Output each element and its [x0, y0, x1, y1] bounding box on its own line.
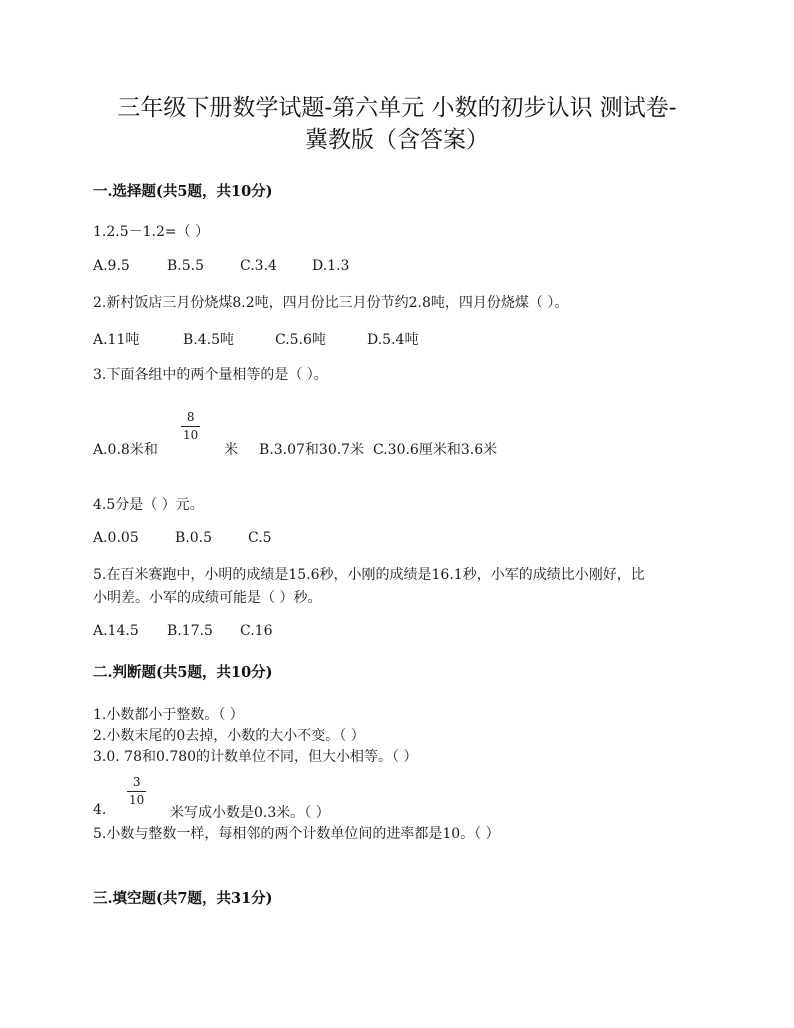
title-line-2: 冀教版（含答案） [305, 127, 489, 153]
q2-option-d: D.5.4吨 [367, 332, 419, 348]
judge-item-2: 2.小数末尾的0去掉，小数的大小不变。（ ） [93, 728, 365, 744]
section-2-heading: 二.判断题(共5题，共10分) [93, 664, 273, 681]
q2-option-b: B.4.5吨 [183, 332, 235, 348]
judge-item-4-text: 米写成小数是0.3米。（ ） [170, 805, 330, 821]
q3-fraction-numerator: 8 [186, 410, 195, 424]
title-line-1: 三年级下册数学试题-第六单元 小数的初步认识 测试卷- [117, 95, 677, 121]
q4-stem: 4.5分是（ ）元。 [93, 497, 204, 513]
q1-stem: 1.2.5－1.2=（ ） [93, 224, 210, 240]
q4-option-b: B.0.5 [175, 530, 213, 546]
q4-option-a: A.0.05 [93, 530, 139, 546]
section-3-heading: 三.填空题(共7题，共31分) [93, 890, 273, 907]
q1-option-a: A.9.5 [93, 258, 130, 274]
q3-fraction [181, 410, 200, 443]
q3-option-c: C.30.6厘米和3.6米 [373, 442, 498, 458]
fraction-bar [127, 791, 146, 792]
q2-stem: 2.新村饭店三月份烧煤8.2吨，四月份比三月份节约2.8吨，四月份烧煤（ ）。 [93, 295, 569, 311]
judge-4-fraction [127, 775, 146, 808]
q3-stem: 3.下面各组中的两个量相等的是（ ）。 [93, 367, 328, 383]
q5-option-a: A.14.5 [93, 623, 139, 639]
judge-4-fraction-numerator: 3 [132, 775, 141, 789]
q1-option-b: B.5.5 [167, 258, 205, 274]
judge-4-fraction-denominator: 10 [129, 793, 145, 807]
q1-option-c: C.3.4 [240, 258, 277, 274]
judge-item-1: 1.小数都小于整数。（ ） [93, 707, 244, 723]
fraction-bar [181, 426, 200, 427]
q3-option-a-prefix: A.0.8米和 [93, 442, 158, 458]
q5-stem-line-2: 小明差。小军的成绩可能是（ ）秒。 [93, 590, 322, 606]
q5-stem-line-1: 5.在百米赛跑中，小明的成绩是15.6秒，小刚的成绩是16.1秒，小军的成绩比小刚好，比 [93, 567, 645, 583]
judge-item-5: 5.小数与整数一样，每相邻的两个计数单位间的进率都是10。（ ） [93, 826, 500, 842]
q2-option-a: A.11吨 [93, 332, 140, 348]
q3-option-a-suffix: 米 [224, 442, 238, 458]
q5-option-c: C.16 [240, 623, 273, 639]
q2-option-c: C.5.6吨 [275, 332, 326, 348]
judge-item-4-prefix: 4. [93, 802, 107, 818]
q3-option-b: B.3.07和30.7米 [259, 442, 365, 458]
q3-fraction-denominator: 10 [183, 428, 199, 442]
judge-item-3: 3.0. 78和0.780的计数单位不同，但大小相等。（ ） [93, 749, 418, 765]
page-title [60, 92, 734, 156]
section-1-heading: 一.选择题(共5题，共10分) [93, 183, 273, 200]
q4-option-c: C.5 [248, 530, 272, 546]
q5-option-b: B.17.5 [167, 623, 213, 639]
q1-option-d: D.1.3 [312, 258, 350, 274]
